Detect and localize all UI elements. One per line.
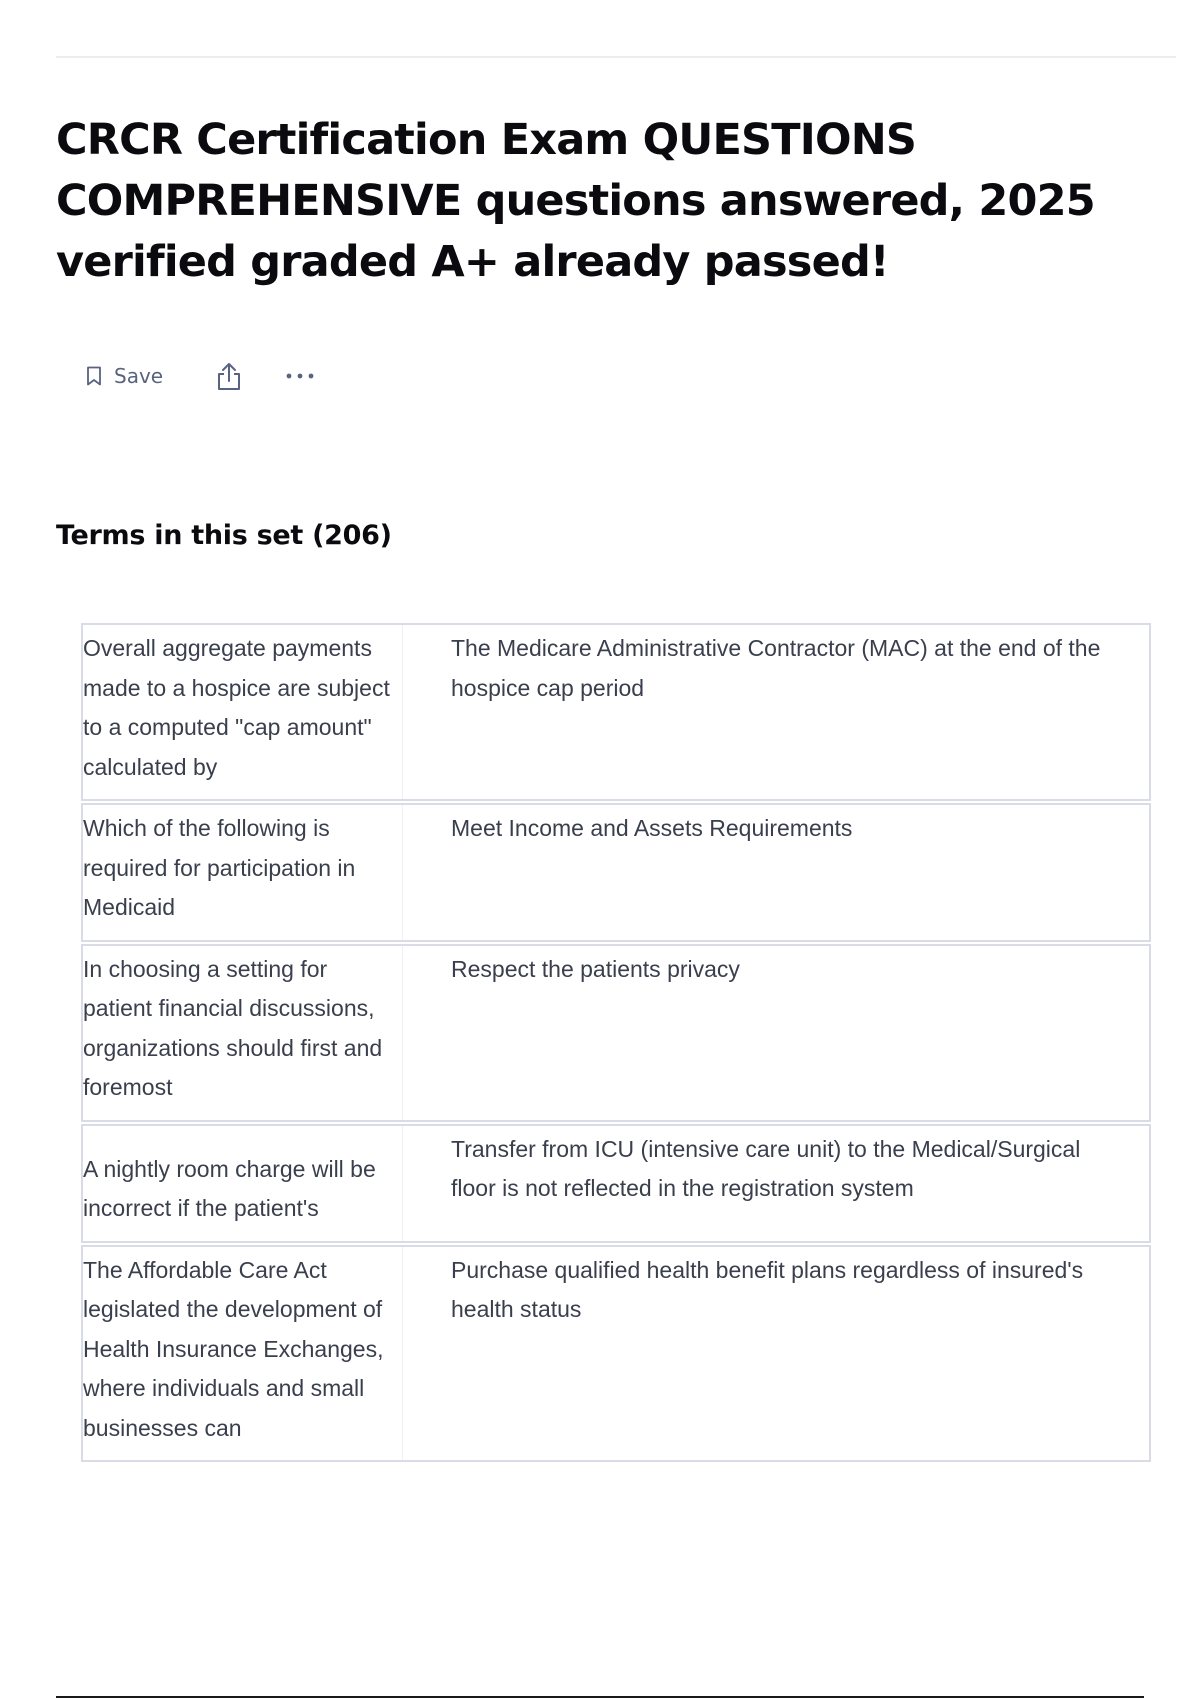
term-card — [81, 944, 1151, 1122]
term-answer: Respect the patients privacy — [451, 955, 740, 982]
page-title: CRCR Certification Exam QUESTIONS COMPREHENSIVE questions answered, 2025 verified graded A+ already passed! — [56, 115, 1095, 287]
set-toolbar — [86, 358, 315, 394]
term-card — [81, 623, 1151, 801]
term-question: Overall aggregate payments made to a hospice are subject to a computed "cap amount" calculated by — [83, 625, 403, 799]
term-answer: The Medicare Administrative Contractor (MAC) at the end of the hospice cap period — [451, 635, 1101, 701]
terms-list — [81, 623, 1151, 1464]
term-card — [81, 1245, 1151, 1463]
save-button-label: Save — [114, 364, 164, 388]
terms-heading: Terms in this set (206) — [56, 520, 392, 551]
share-button[interactable] — [215, 361, 243, 391]
share-icon — [215, 361, 243, 391]
term-question: A nightly room charge will be incorrect if the patient's — [83, 1126, 403, 1241]
term-answer: Meet Income and Assets Requirements — [451, 815, 853, 841]
top-divider — [56, 56, 1176, 58]
more-options-button[interactable] — [285, 372, 315, 380]
term-answer: Purchase qualified health benefit plans regardless of insured's health status — [451, 1256, 1084, 1322]
term-card — [81, 803, 1151, 942]
bottom-divider — [56, 1696, 1144, 1698]
term-question: Which of the following is required for participation in Medicaid — [83, 805, 403, 940]
term-card — [81, 1124, 1151, 1243]
save-button[interactable] — [86, 364, 163, 388]
term-question: The Affordable Care Act legislated the development of Health Insurance Exchanges, where individuals and small businesses can — [83, 1247, 403, 1461]
more-horizontal-icon — [285, 372, 315, 380]
term-answer: Transfer from ICU (intensive care unit) to the Medical/Surgical floor is not reflected in the registration system — [451, 1135, 1081, 1201]
term-question: In choosing a setting for patient financial discussions, organizations should first and foremost — [83, 946, 403, 1120]
bookmark-icon — [86, 366, 102, 386]
